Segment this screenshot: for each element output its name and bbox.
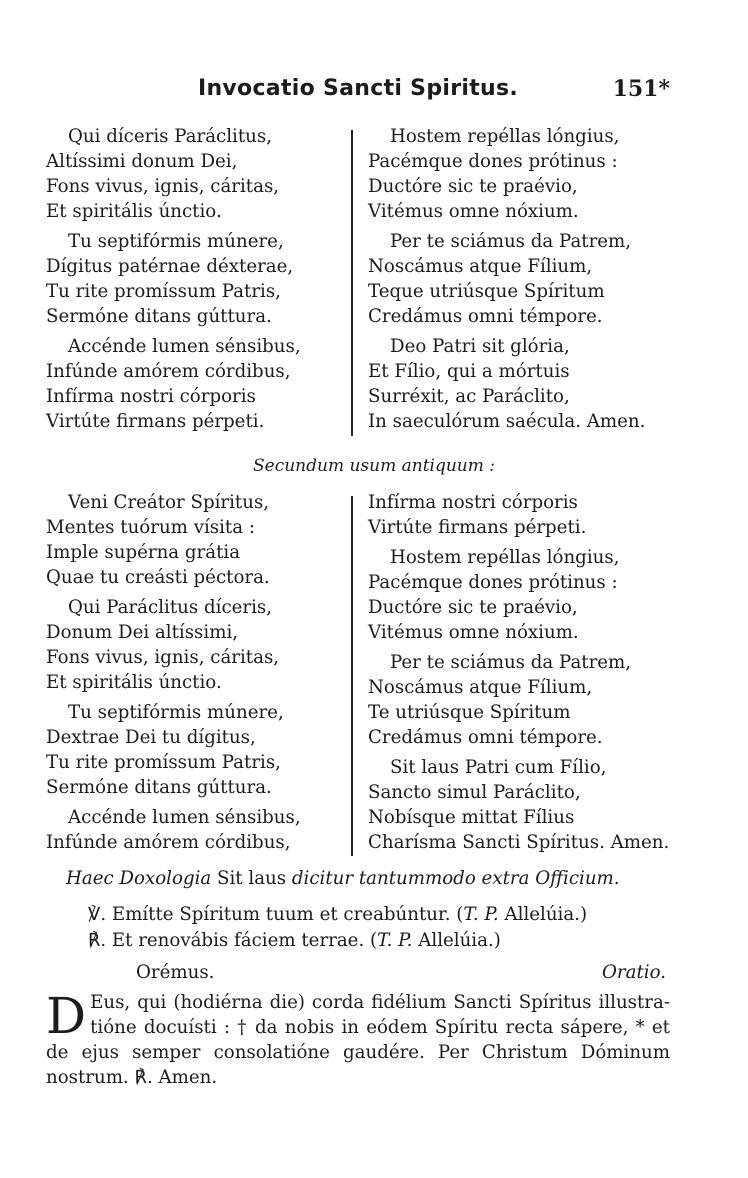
stanza <box>46 124 346 224</box>
verse-line: Ductóre sic te praévio, <box>368 597 578 618</box>
verse-line: Deo Patri sit glória, <box>390 336 570 357</box>
verse-line: Veni Creátor Spíritus, <box>68 492 270 513</box>
rubric-secundum-usum: Secundum usum antiquum : <box>252 456 495 476</box>
stanza <box>46 334 346 434</box>
verse-line: Sit laus Patri cum Fílio, <box>390 757 607 778</box>
oratio-label: Oratio. <box>602 962 666 983</box>
verse-line: Pacémque dones prótinus : <box>368 572 618 593</box>
verse-line: Qui díceris Paráclitus, <box>68 126 273 147</box>
collect-line-1: Eus, qui (hodiérna die) corda fidélium Sancti Spíritus illustra- <box>90 992 670 1013</box>
verse-line: Imple supérna grátia <box>46 542 241 563</box>
versicle <box>88 902 712 927</box>
versicle-text: Emítte Spíritum tuum et creabúntur. ( <box>106 904 464 925</box>
column-divider <box>351 130 353 436</box>
verse-line: Accénde lumen sénsibus, <box>68 807 301 828</box>
verse-line: Fons vivus, ignis, cáritas, <box>46 176 280 197</box>
verse-line: Infúnde amórem córdibus, <box>46 832 291 853</box>
verse-line: Surréxit, ac Paráclito, <box>368 386 570 407</box>
verse-line: Charísma Sancti Spíritus. Amen. <box>368 832 670 853</box>
verse-line: Accénde lumen sénsibus, <box>68 336 301 357</box>
verse-line: Et spiritális únctio. <box>46 201 222 222</box>
verse-line: Hostem repéllas lóngius, <box>390 126 620 147</box>
doxology-part-3: dicitur tantummodo extra Officium. <box>291 868 620 889</box>
verse-line: Donum Dei altíssimi, <box>46 622 239 643</box>
hymn-section-2 <box>46 490 670 860</box>
verse-line: Virtúte firmans pérpeti. <box>368 517 587 538</box>
verse-line: Per te sciámus da Patrem, <box>390 231 632 252</box>
verse-line: Credámus omni témpore. <box>368 727 603 748</box>
stanza <box>368 334 673 434</box>
verse-line: Altíssimi donum Dei, <box>46 151 238 172</box>
verse-line: Tu rite promíssum Patris, <box>46 281 281 302</box>
hymn-column-right <box>368 124 673 439</box>
verse-line: Infírma nostri córporis <box>368 492 578 513</box>
verse-line: Tu rite promíssum Patris, <box>46 752 281 773</box>
hymn-section-1 <box>46 124 670 442</box>
oremus-row <box>46 962 670 988</box>
stanza <box>368 124 673 224</box>
collect-prayer <box>46 987 670 1090</box>
hymn-column-right <box>368 490 673 860</box>
column-divider <box>351 496 353 856</box>
verse-line: Te utriúsque Spíritum <box>368 702 571 723</box>
response-text: Et renovábis fáciem terrae. ( <box>106 930 378 951</box>
verse-line: Vitémus omne nóxium. <box>368 622 579 643</box>
verse-line: Dígitus patérnae déxterae, <box>46 256 294 277</box>
verse-line: In saeculórum saécula. Amen. <box>368 411 646 432</box>
verse-line: Quae tu creásti péctora. <box>46 567 270 588</box>
hymn-column-left <box>46 490 346 860</box>
stanza <box>368 650 673 750</box>
stanza <box>368 545 673 645</box>
verse-line: Fons vivus, ignis, cáritas, <box>46 647 280 668</box>
verse-line: Virtúte firmans pérpeti. <box>46 411 265 432</box>
collect-line-4: nostrum. ℟. Amen. <box>46 1067 218 1088</box>
doxology-rubric <box>66 866 690 891</box>
verse-line: Tu septifórmis múnere, <box>68 702 284 723</box>
response-tp: T. P. <box>377 930 413 951</box>
verse-line: Ductóre sic te praévio, <box>368 176 578 197</box>
stanza <box>46 490 346 590</box>
doxology-part-1: Haec Doxologia <box>66 868 212 889</box>
stanza <box>368 229 673 329</box>
stanza <box>46 700 346 800</box>
response-symbol: ℟. <box>88 930 107 951</box>
collect-line-3: de ejus semper consolatióne gaudére. Per Christum Dóminum <box>46 1042 670 1063</box>
verse-line: Mentes tuórum vísita : <box>46 517 255 538</box>
drop-cap: D <box>46 987 87 1045</box>
verse-line: Teque utriúsque Spíritum <box>368 281 605 302</box>
page-header <box>46 76 670 112</box>
verse-line: Sermóne ditans gúttura. <box>46 777 272 798</box>
oremus-label: Orémus. <box>136 962 215 983</box>
verse-line: Et spiritális únctio. <box>46 672 222 693</box>
versicle-symbol: ℣. <box>88 904 107 925</box>
stanza <box>368 755 673 855</box>
page-number: 151* <box>612 76 670 102</box>
response-alleluia: Allelúia.) <box>412 930 501 951</box>
stanza <box>46 595 346 695</box>
verse-line: Nobísque mittat Fílius <box>368 807 575 828</box>
doxology-part-2: Sit laus <box>211 868 292 889</box>
verse-line: Pacémque dones prótinus : <box>368 151 618 172</box>
stanza <box>46 805 346 855</box>
verse-line: Sancto simul Paráclito, <box>368 782 581 803</box>
verse-line: Infírma nostri córporis <box>46 386 256 407</box>
hymn-column-left <box>46 124 346 439</box>
page-title: Invocatio Sancti Spiritus. <box>197 76 519 101</box>
verse-line: Credámus omni témpore. <box>368 306 603 327</box>
verse-line: Per te sciámus da Patrem, <box>390 652 632 673</box>
verse-line: Qui Paráclitus díceris, <box>68 597 273 618</box>
collect-line-2: tióne docuísti : † da nobis in eódem Spíritu recta sápere, * et <box>90 1017 670 1038</box>
stanza <box>46 229 346 329</box>
verse-line: Infúnde amórem córdibus, <box>46 361 291 382</box>
verse-line: Dextrae Dei tu dígitus, <box>46 727 256 748</box>
versicle-tp: T. P. <box>463 904 499 925</box>
verse-line: Noscámus atque Fílium, <box>368 677 593 698</box>
stanza <box>368 490 673 540</box>
verse-line: Noscámus atque Fílium, <box>368 256 593 277</box>
verse-line: Sermóne ditans gúttura. <box>46 306 272 327</box>
versicle-alleluia: Allelúia.) <box>498 904 588 925</box>
verse-line: Vitémus omne nóxium. <box>368 201 579 222</box>
verse-line: Et Fílio, qui a mórtuis <box>368 361 570 382</box>
response <box>88 928 712 953</box>
verse-line: Hostem repéllas lóngius, <box>390 547 620 568</box>
verse-line: Tu septifórmis múnere, <box>68 231 284 252</box>
